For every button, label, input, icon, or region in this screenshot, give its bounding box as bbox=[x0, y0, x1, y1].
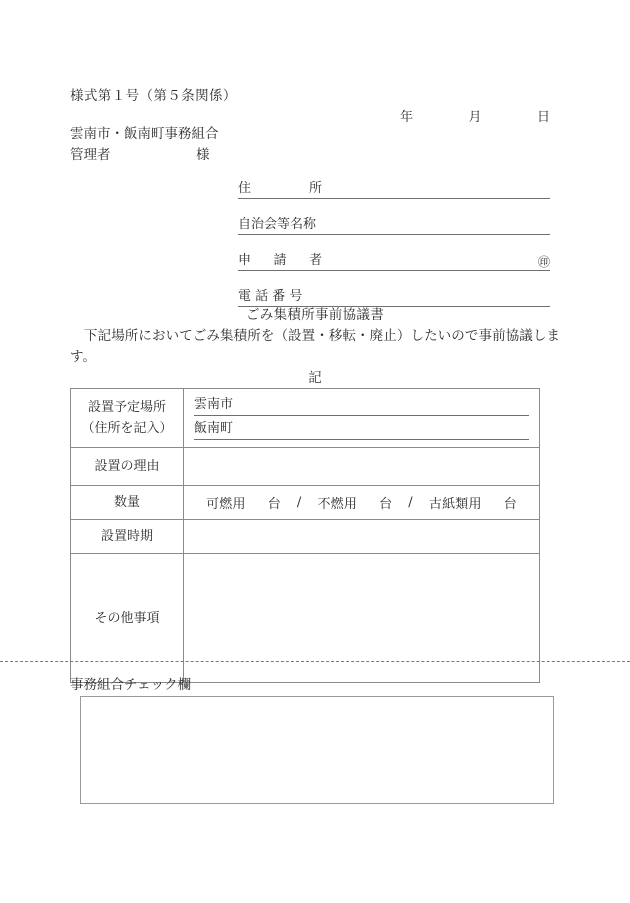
office-check-label: 事務組合チェック欄 bbox=[70, 677, 192, 693]
cut-separator bbox=[0, 661, 630, 662]
applicant-name-field-label: 申 請 者 bbox=[238, 253, 322, 268]
row-label-timing: 設置時期 bbox=[71, 520, 184, 554]
place-line-town[interactable]: 飯南町 bbox=[194, 419, 529, 440]
addressee-organization: 雲南市・飯南町事務組合 bbox=[70, 126, 219, 142]
association-name-field-label: 自治会等名称 bbox=[238, 217, 317, 232]
applicant-fields bbox=[238, 172, 550, 316]
row-value-place[interactable] bbox=[184, 389, 540, 448]
application-table bbox=[70, 388, 540, 683]
row-value-timing[interactable] bbox=[184, 520, 540, 554]
form-number: 様式第１号（第５条関係） bbox=[70, 88, 237, 104]
row-label-other: その他事項 bbox=[71, 554, 184, 683]
quantity-options bbox=[184, 493, 539, 512]
ki-marker: 記 bbox=[308, 370, 322, 386]
table-row-reason bbox=[71, 448, 540, 486]
quantity-nonburnable-label: 不燃用 bbox=[317, 497, 358, 512]
document-title: ごみ集積所事前協議書 bbox=[246, 307, 384, 323]
date-day: 日 bbox=[536, 110, 550, 125]
addressee-honorific: 様 bbox=[196, 147, 210, 163]
address-field-label: 住 所 bbox=[238, 181, 322, 196]
quantity-nonburnable-unit: 台 bbox=[379, 497, 393, 512]
quantity-burnable-unit: 台 bbox=[267, 497, 281, 512]
table-row-place bbox=[71, 389, 540, 448]
association-name-field-row[interactable] bbox=[238, 208, 550, 235]
quantity-separator-2: / bbox=[408, 495, 413, 510]
addressee-role-row bbox=[70, 145, 270, 166]
row-label-reason: 設置の理由 bbox=[71, 448, 184, 486]
row-label-place bbox=[71, 389, 184, 448]
quantity-burnable-label: 可燃用 bbox=[206, 497, 246, 512]
phone-field-label: 電 話 番 号 bbox=[238, 289, 303, 304]
quantity-paper-label: 古紙類用 bbox=[428, 497, 482, 512]
quantity-separator-1: / bbox=[296, 495, 302, 510]
date-month: 月 bbox=[468, 110, 482, 125]
table-row-other bbox=[71, 554, 540, 683]
table-row-timing bbox=[71, 520, 540, 554]
address-field-row[interactable] bbox=[238, 172, 550, 199]
row-value-reason[interactable] bbox=[184, 448, 540, 486]
addressee-block bbox=[70, 124, 270, 166]
table-row-quantity bbox=[71, 486, 540, 520]
row-value-quantity[interactable] bbox=[184, 486, 540, 520]
row-label-quantity: 数量 bbox=[71, 486, 184, 520]
quantity-paper-unit: 台 bbox=[503, 497, 517, 512]
row-value-other[interactable] bbox=[184, 554, 540, 683]
date-line bbox=[400, 106, 550, 125]
office-check-box[interactable] bbox=[80, 696, 554, 804]
applicant-name-field-row[interactable] bbox=[238, 244, 550, 271]
row-label-place-line1: 設置予定場所 bbox=[87, 400, 166, 415]
place-line-city[interactable]: 雲南市 bbox=[194, 395, 529, 416]
date-year: 年 bbox=[400, 110, 414, 125]
body-paragraph: 下記場所においてごみ集積所を（設置・移転・廃止）したいので事前協議します。 bbox=[70, 328, 560, 365]
addressee-role: 管理者 bbox=[70, 147, 111, 163]
row-label-place-line2: （住所を記入） bbox=[81, 421, 173, 436]
seal-icon: ㊞ bbox=[537, 255, 550, 269]
